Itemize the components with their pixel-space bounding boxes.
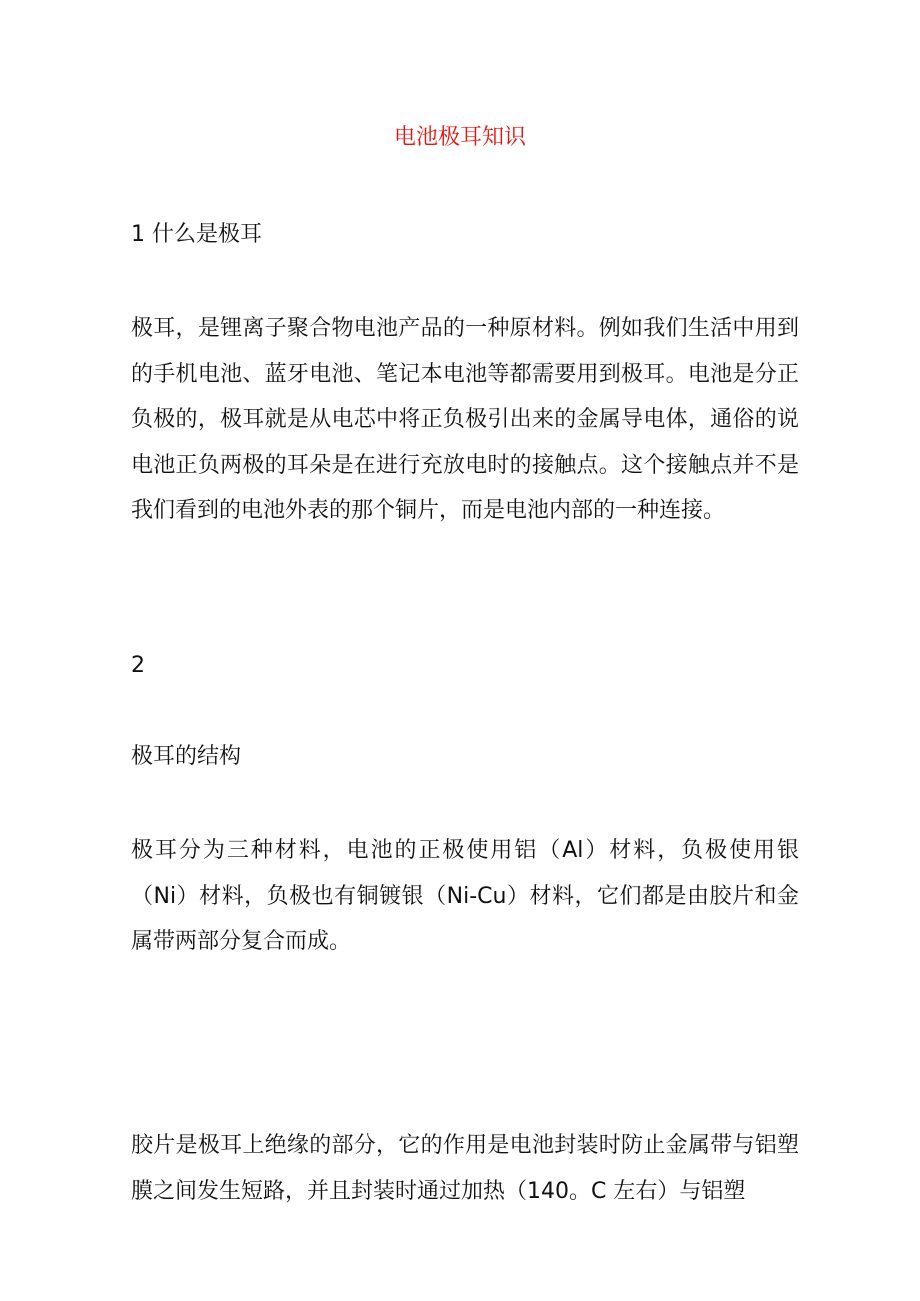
document-title: 电池极耳知识 bbox=[393, 125, 526, 150]
section-1-paragraph: 极耳，是锂离子聚合物电池产品的一种原材料。例如我们生活中用到的手机电池、蓝牙电池、笔记本电池等都需要用到极耳。电池是分正负极的，极耳就是从电芯中将正负极引出来的金属导电体，通俗的说电池正负两极的耳朵是在进行充放电时的接触点。这个接触点并不是我们看到的电池外表的那个铜片，而是电池内部的一种连接。 bbox=[131, 316, 799, 523]
section-2-paragraph: 极耳分为三种材料，电池的正极使用铝（Al）材料，负极使用银（Ni）材料，负极也有铜镀银（Ni-Cu）材料，它们都是由胶片和金属带两部分复合而成。 bbox=[131, 838, 799, 954]
section-2-number: 2 bbox=[131, 653, 145, 678]
section-3-paragraph: 胶片是极耳上绝缘的部分，它的作用是电池封装时防止金属带与铝塑膜之间发生短路，并且封装时通过加热（140。C 左右）与铝塑 bbox=[131, 1133, 799, 1204]
section-2-heading: 极耳的结构 bbox=[131, 744, 242, 769]
section-1-heading: 1 什么是极耳 bbox=[131, 222, 262, 247]
